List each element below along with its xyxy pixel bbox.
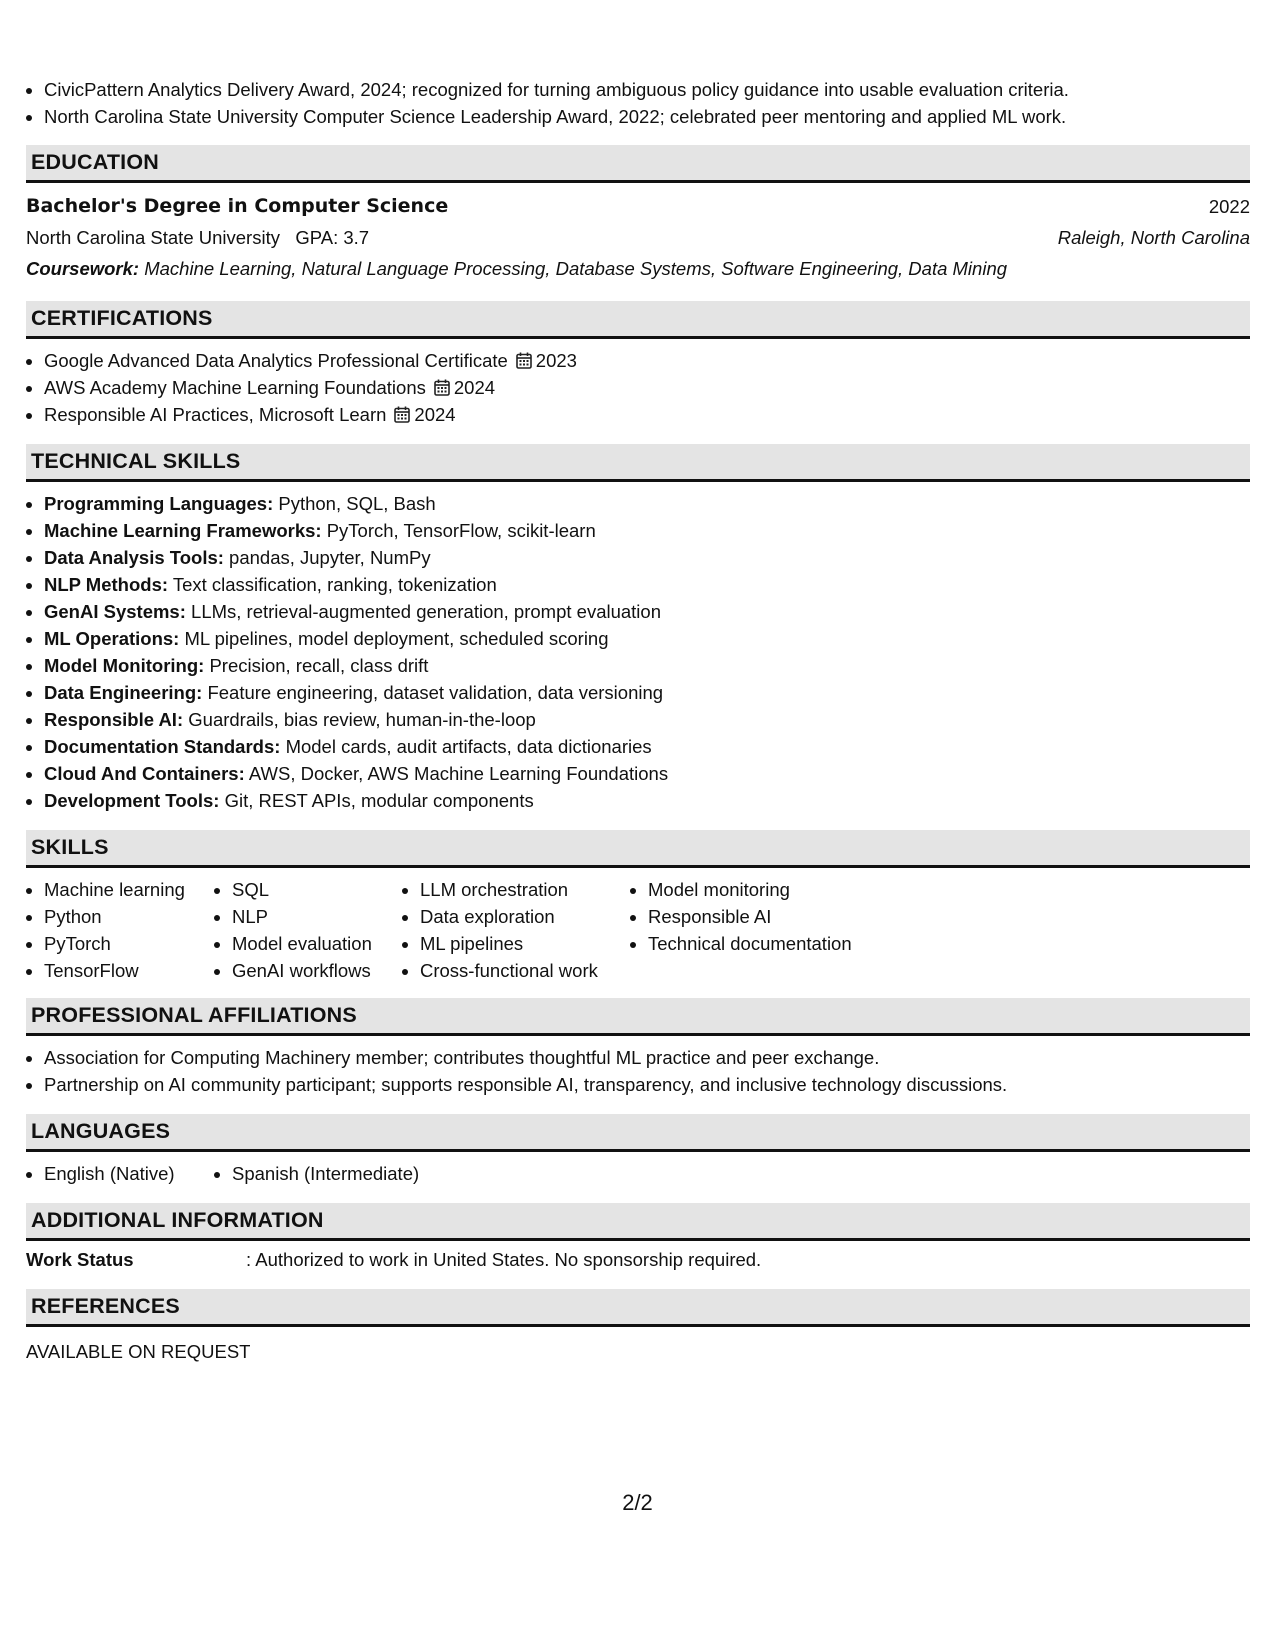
list-item: • Data exploration: [420, 903, 630, 930]
list-item: • Partnership on AI community participant; supports responsible AI, transparency, and inclusive technology discussions.: [44, 1071, 1250, 1098]
skills-column: [26, 876, 214, 984]
list-item: • NLP: [232, 903, 402, 930]
certification-name: Responsible AI Practices, Microsoft Learn: [44, 404, 387, 425]
skill-value: Python, SQL, Bash: [278, 493, 436, 514]
skill-value: Guardrails, bias review, human-in-the-loop: [188, 709, 536, 730]
gpa: GPA: 3.7: [295, 227, 370, 248]
certification-year: 2024: [414, 404, 456, 425]
section-heading-affiliations: PROFESSIONAL AFFILIATIONS: [26, 998, 1250, 1036]
skill-label: Model Monitoring:: [44, 655, 205, 676]
list-item: [44, 490, 1250, 517]
skills-grid: [26, 876, 1250, 984]
affiliations-list: [26, 1044, 1250, 1098]
coursework-list: Machine Learning, Natural Language Processing, Database Systems, Software Engineering, Data Mining: [144, 258, 1008, 279]
skill-label: Responsible AI:: [44, 709, 184, 730]
list-item: [44, 625, 1250, 652]
resume-page: [26, 76, 1250, 1367]
section-heading-languages: LANGUAGES: [26, 1114, 1250, 1152]
list-item: • Responsible AI: [648, 903, 908, 930]
list-item: • Model evaluation: [232, 930, 402, 957]
skill-value: Text classification, ranking, tokenization: [172, 574, 497, 595]
list-item: [44, 517, 1250, 544]
list-item: • Model monitoring: [648, 876, 908, 903]
skill-value: pandas, Jupyter, NumPy: [229, 547, 431, 568]
additional-value: : Authorized to work in United States. No sponsorship required.: [246, 1249, 762, 1270]
list-item: • Technical documentation: [648, 930, 908, 957]
section-heading-technical-skills: TECHNICAL SKILLS: [26, 444, 1250, 482]
skill-value: PyTorch, TensorFlow, scikit-learn: [326, 520, 596, 541]
list-item: • PyTorch: [44, 930, 214, 957]
skills-column: [402, 876, 630, 984]
education-section: [26, 191, 1250, 284]
section-heading-skills: SKILLS: [26, 830, 1250, 868]
technical-skills-list: [26, 490, 1250, 814]
additional-info-row: [26, 1245, 1250, 1275]
calendar-icon: [434, 379, 450, 396]
additional-key: Work Status: [26, 1249, 134, 1270]
skill-label: Development Tools:: [44, 790, 220, 811]
certification-year: 2024: [453, 377, 496, 398]
degree-title: Bachelor's Degree in Computer Science: [26, 195, 449, 217]
skill-label: Documentation Standards:: [44, 736, 281, 757]
skill-value: AWS, Docker, AWS Machine Learning Foundations: [248, 763, 669, 784]
list-item: • Association for Computing Machinery member; contributes thoughtful ML practice and peer exchange.: [44, 1044, 1250, 1071]
list-item: [44, 544, 1250, 571]
list-item: [44, 652, 1250, 679]
list-item: • SQL: [232, 876, 402, 903]
list-item: [44, 374, 1250, 401]
skill-value: LLMs, retrieval-augmented generation, prompt evaluation: [191, 601, 661, 622]
list-item: [44, 733, 1250, 760]
section-heading-references: REFERENCES: [26, 1289, 1250, 1327]
list-item: [44, 347, 1250, 374]
list-item: [44, 787, 1250, 814]
list-item: • LLM orchestration: [420, 876, 630, 903]
school-location: Raleigh, North Carolina: [1057, 227, 1250, 248]
calendar-icon: [394, 406, 410, 423]
skill-label: Machine Learning Frameworks:: [44, 520, 322, 541]
list-item: • Cross-functional work: [420, 957, 630, 984]
list-item: [44, 706, 1250, 733]
section-heading-additional: ADDITIONAL INFORMATION: [26, 1203, 1250, 1241]
certification-year: 2023: [535, 350, 577, 371]
list-item: • CivicPattern Analytics Delivery Award, 2024; recognized for turning ambiguous policy guidance into usable evaluation criteria.: [44, 76, 1250, 103]
coursework-label: Coursework:: [26, 258, 140, 279]
list-item: [44, 760, 1250, 787]
references-text: AVAILABLE ON REQUEST: [26, 1341, 251, 1362]
skill-value: Model cards, audit artifacts, data dictionaries: [285, 736, 652, 757]
list-item: • Machine learning: [44, 876, 214, 903]
skill-label: Cloud And Containers:: [44, 763, 245, 784]
list-item: • Python: [44, 903, 214, 930]
calendar-icon: [516, 352, 532, 369]
awards-list: [26, 76, 1250, 130]
skill-value: Precision, recall, class drift: [209, 655, 429, 676]
skill-value: ML pipelines, model deployment, scheduled scoring: [184, 628, 609, 649]
skill-label: ML Operations:: [44, 628, 180, 649]
list-item: [44, 571, 1250, 598]
skill-label: Data Analysis Tools:: [44, 547, 224, 568]
languages-column: [214, 1160, 419, 1187]
section-heading-certifications: CERTIFICATIONS: [26, 301, 1250, 339]
list-item: [44, 598, 1250, 625]
skill-label: GenAI Systems:: [44, 601, 186, 622]
skills-column: [214, 876, 402, 984]
certifications-list: [26, 347, 1250, 428]
languages-column: [26, 1160, 214, 1187]
page-number: 2/2: [622, 1490, 653, 1515]
skill-label: Programming Languages:: [44, 493, 274, 514]
graduation-year: 2022: [1208, 196, 1250, 217]
skill-value: Feature engineering, dataset validation, data versioning: [207, 682, 664, 703]
list-item: [44, 679, 1250, 706]
skill-label: Data Engineering:: [44, 682, 203, 703]
list-item: • GenAI workflows: [232, 957, 402, 984]
section-heading-education: EDUCATION: [26, 145, 1250, 183]
list-item: • ML pipelines: [420, 930, 630, 957]
list-item: • TensorFlow: [44, 957, 214, 984]
list-item: [44, 401, 1250, 428]
list-item: • English (Native): [44, 1160, 214, 1187]
skills-column: [630, 876, 908, 984]
school-name: North Carolina State University: [26, 227, 280, 248]
certification-name: AWS Academy Machine Learning Foundations: [44, 377, 426, 398]
certification-name: Google Advanced Data Analytics Professional Certificate: [44, 350, 508, 371]
list-item: • North Carolina State University Computer Science Leadership Award, 2022; celebrated peer mentoring and applied ML work.: [44, 103, 1250, 130]
skill-label: NLP Methods:: [44, 574, 169, 595]
languages-list: [26, 1160, 1250, 1187]
list-item: • Spanish (Intermediate): [232, 1160, 419, 1187]
skill-value: Git, REST APIs, modular components: [224, 790, 534, 811]
